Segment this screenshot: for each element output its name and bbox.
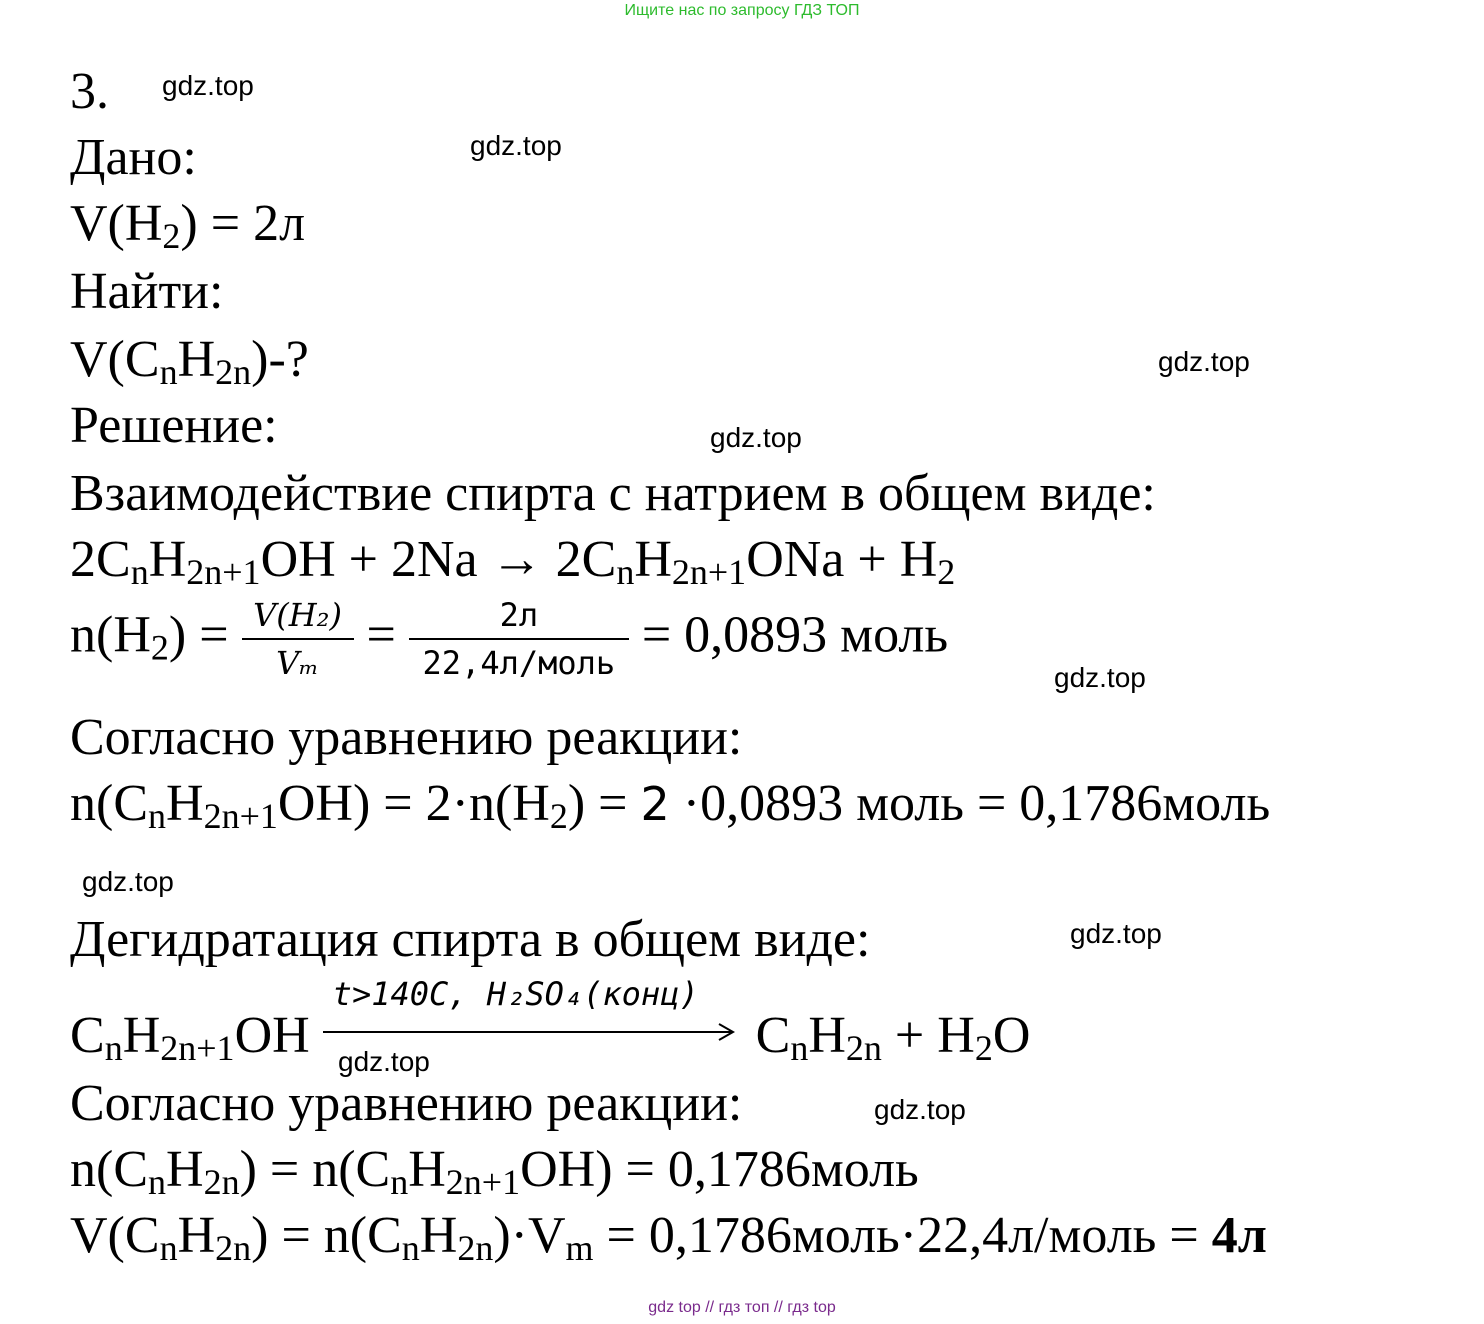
task-number: 3.: [70, 63, 109, 120]
watermark: gdz.top: [1054, 662, 1146, 693]
numeric-fraction: $\frac{2л}{\text{22,4л/моль}}$: [409, 596, 629, 683]
footer-links[interactable]: gdz top // гдз топ // гдз top: [648, 1299, 836, 1316]
dehydration-reaction: CnH2n+1OH t>140C, H₂SO₄(конц) CnH2n + H2O: [70, 975, 1031, 1068]
top-banner[interactable]: Ищите нас по запросу ГДЗ ТОП: [624, 2, 860, 19]
hydrogen-amount-formula: n(H2) = $\frac{\text{V(H₂)}}{\text{Vₘ}}$ = $\frac{2л}{\text{22,4л/моль}}$ = 0,0893 моль: [70, 596, 949, 683]
according-reaction-2: Согласно уравнению реакции:: [70, 1075, 743, 1132]
alkene-volume-calc: V(CnH2n) = n(CnH2n)·Vm = 0,1786моль·22,4л/моль = 4л: [70, 1207, 1267, 1268]
find-label: Найти:: [70, 263, 224, 320]
interaction-title: Взаимодействие спирта с натрием в общем виде:: [70, 465, 1156, 522]
watermark: gdz.top: [82, 866, 174, 897]
watermark: gdz.top: [1070, 918, 1162, 949]
final-answer: 4л: [1211, 1207, 1267, 1264]
reaction-condition: t>140C, H₂SO₄(конц): [332, 975, 699, 1014]
dehydration-title: Дегидратация спирта в общем виде:: [70, 911, 871, 968]
watermark: gdz.top: [470, 130, 562, 161]
arrow-icon: [323, 1022, 743, 1042]
reaction-alcohol-sodium: 2CnH2n+1OH + 2Na → 2CnH2n+1ONa + H2: [70, 531, 956, 592]
given-label: Дано:: [70, 129, 197, 186]
alkene-amount-calc: n(CnH2n) = n(CnH2n+1OH) = 0,1786моль: [70, 1141, 919, 1202]
alcohol-amount-calc: n(CnH2n+1OH) = 2·n(H2) = 2 ·0,0893 моль = 0,1786моль: [70, 775, 1271, 836]
watermark: gdz.top: [874, 1094, 966, 1125]
solution-label: Решение:: [70, 397, 278, 454]
watermark: gdz.top: [162, 70, 254, 101]
find-target: V(CnH2n)-?: [70, 331, 309, 392]
watermark: gdz.top: [338, 1046, 430, 1077]
volume-ratio-fraction: $\frac{\text{V(H₂)}}{\text{Vₘ}}$: [242, 596, 354, 683]
given-volume: V(H2) = 2л: [70, 195, 306, 256]
watermark: gdz.top: [710, 422, 802, 453]
according-reaction-1: Согласно уравнению реакции:: [70, 709, 743, 766]
watermark: gdz.top: [1158, 346, 1250, 377]
